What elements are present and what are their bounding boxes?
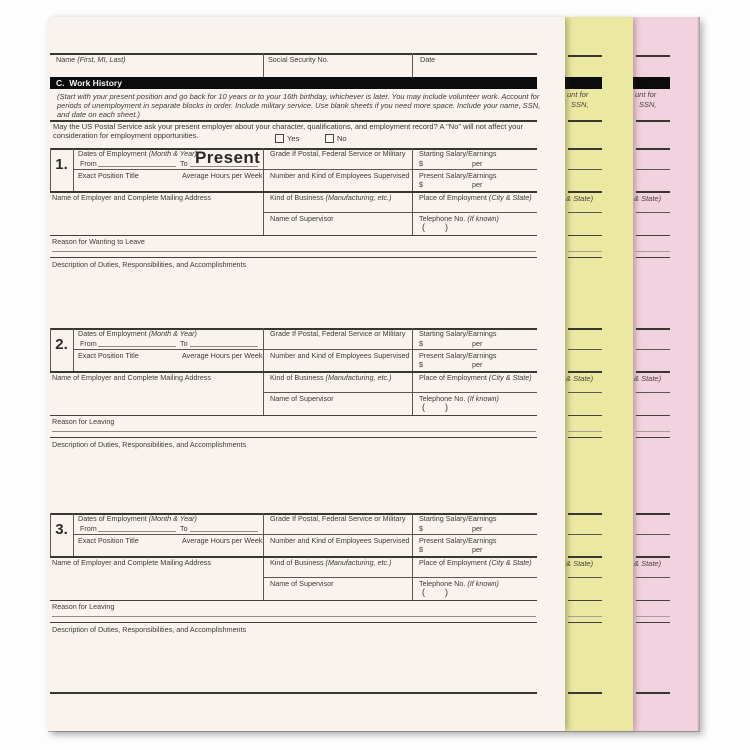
- dates-label-text: Dates of Employment: [78, 329, 147, 338]
- to-label: To: [180, 523, 188, 533]
- avg-hours-label: Average Hours per Week: [182, 170, 263, 180]
- copy-line-fragment: [636, 120, 670, 122]
- block-number: 1.: [55, 156, 68, 173]
- place-of-employment-label: [419, 194, 532, 202]
- present-text: Present: [195, 148, 261, 167]
- dollar-sign: $: [419, 158, 423, 168]
- copy-line-fragment: [636, 513, 670, 515]
- employer-question-line2: consideration for employment opportunities.: [53, 131, 199, 140]
- copy-line-fragment: [568, 622, 602, 623]
- from-write-line[interactable]: [98, 166, 176, 167]
- divider-line: [73, 169, 537, 170]
- copy-text-fragment: & State): [566, 559, 594, 568]
- yes-checkbox-label: Yes: [287, 134, 300, 143]
- yellow-copy-sheet: [565, 17, 633, 731]
- divider-line: [50, 622, 537, 623]
- name-label-hint: (First, MI, Last): [77, 55, 126, 64]
- instructions-line: (Start with your present position and go back for 10 years or to your 16th birthday, whichever is later. You may include volunteer work. Account for: [57, 92, 540, 101]
- present-salary-label: Present Salary/Earnings: [419, 535, 497, 545]
- employer-address-label: Name of Employer and Complete Mailing Address: [52, 557, 211, 567]
- place-label-hint: (City & State): [488, 192, 532, 202]
- divider-line: [263, 53, 264, 78]
- per-label: per: [472, 523, 483, 533]
- divider-line: [50, 437, 537, 438]
- section-title-bar: C. Work History: [50, 77, 537, 89]
- block-number: 2.: [55, 336, 68, 353]
- copy-text-fragment: & State): [634, 374, 662, 383]
- work-history-block-1: [50, 148, 537, 269]
- copy-line-fragment: [636, 392, 670, 393]
- per-label: per: [472, 338, 483, 348]
- business-label-text: Kind of Business: [270, 557, 324, 567]
- copy-line-fragment: [568, 415, 602, 416]
- copy-line-fragment: [636, 169, 670, 170]
- place-label-text: Place of Employment: [419, 557, 487, 567]
- copy-line-fragment: [636, 191, 670, 193]
- pink-copy-sheet: [633, 17, 700, 731]
- section-bar-fragment: [633, 77, 670, 89]
- reason-write-line[interactable]: [52, 431, 536, 432]
- dates-label-hint: (Month & Year): [148, 514, 197, 523]
- copy-text-fragment: & State): [566, 194, 594, 203]
- reason-write-line[interactable]: [52, 251, 536, 252]
- starting-salary-label: Starting Salary/Earnings: [419, 149, 497, 158]
- telephone-label-hint: (If known): [467, 578, 499, 588]
- reason-label: Reason for Leaving: [52, 602, 115, 611]
- place-of-employment-label: [419, 559, 532, 567]
- copy-line-fragment: [636, 577, 670, 578]
- copy-line-fragment: [636, 616, 670, 617]
- dates-of-employment-label: [78, 330, 197, 338]
- present-salary-label: Present Salary/Earnings: [419, 350, 497, 360]
- position-title-label: Exact Position Title: [78, 535, 139, 545]
- divider-line: [50, 235, 537, 236]
- telephone-label-text: Telephone No.: [419, 578, 466, 588]
- business-label-text: Kind of Business: [270, 372, 324, 382]
- copy-line-fragment: [568, 349, 602, 350]
- reason-label: Reason for Leaving: [52, 417, 115, 426]
- phone-area-code-parens[interactable]: ( ): [422, 221, 448, 232]
- carbonless-form-stack: [48, 17, 700, 731]
- copy-line-fragment: [636, 349, 670, 350]
- copy-line-fragment: [568, 437, 602, 438]
- section-bar-fragment: [565, 77, 602, 89]
- copy-line-fragment: [636, 371, 670, 373]
- copy-line-fragment: [568, 328, 602, 330]
- copy-line-fragment: [568, 692, 602, 694]
- copy-line-fragment: [568, 371, 602, 373]
- copy-line-fragment: [636, 431, 670, 432]
- divider-line: [50, 415, 537, 416]
- employees-supervised-label: Number and Kind of Employees Supervised: [270, 535, 410, 545]
- telephone-label-text: Telephone No.: [419, 213, 466, 223]
- employer-question-line1: May the US Postal Service ask your present employer about your character, qualifications, and employment record? A "No" will not affect your: [53, 122, 524, 131]
- copy-line-fragment: [636, 534, 670, 535]
- from-label: From: [80, 158, 97, 168]
- to-label: To: [180, 158, 188, 168]
- copy-line-fragment: [568, 169, 602, 170]
- copy-line-fragment: [568, 392, 602, 393]
- avg-hours-label: Average Hours per Week: [182, 535, 263, 545]
- position-title-label: Exact Position Title: [78, 170, 139, 180]
- no-checkbox-label: No: [337, 134, 347, 143]
- name-label-text: Name: [56, 55, 76, 64]
- copy-text-fragment: SSN,: [639, 100, 657, 109]
- reason-label: Reason for Wanting to Leave: [52, 237, 145, 246]
- avg-hours-label: Average Hours per Week: [182, 350, 263, 360]
- copy-line-fragment: [568, 431, 602, 432]
- dollar-sign: $: [419, 338, 423, 348]
- no-checkbox[interactable]: [325, 134, 334, 143]
- divider-line: [412, 53, 413, 78]
- copy-line-fragment: [568, 616, 602, 617]
- copy-line-fragment: [568, 148, 602, 150]
- telephone-label-text: Telephone No.: [419, 393, 466, 403]
- copy-line-fragment: [636, 235, 670, 236]
- place-label-text: Place of Employment: [419, 372, 487, 382]
- dollar-sign: $: [419, 180, 423, 189]
- dates-label-text: Dates of Employment: [78, 514, 147, 523]
- dates-label-hint: (Month & Year): [148, 329, 197, 338]
- telephone-label-hint: (If known): [467, 393, 499, 403]
- dollar-sign: $: [419, 360, 423, 369]
- grade-label: Grade If Postal, Federal Service or Military: [270, 149, 406, 158]
- from-write-line[interactable]: [98, 531, 176, 532]
- employees-supervised-label: Number and Kind of Employees Supervised: [270, 350, 410, 360]
- copy-text-fragment: SSN,: [571, 100, 589, 109]
- kind-of-business-label: [270, 194, 391, 202]
- employer-address-label: Name of Employer and Complete Mailing Address: [52, 192, 211, 202]
- divider-line: [50, 257, 537, 258]
- business-label-hint: (Manufacturing, etc.): [325, 192, 392, 202]
- from-label: From: [80, 338, 97, 348]
- copy-line-fragment: [636, 328, 670, 330]
- copy-text-fragment: & State): [634, 194, 662, 203]
- per-label: per: [472, 545, 483, 554]
- kind-of-business-label: [270, 559, 391, 567]
- copy-line-fragment: [636, 415, 670, 416]
- employer-address-label: Name of Employer and Complete Mailing Address: [52, 372, 211, 382]
- copy-line-fragment: [636, 212, 670, 213]
- copy-line-fragment: [568, 534, 602, 535]
- to-write-line[interactable]: [190, 531, 258, 532]
- grade-label: Grade If Postal, Federal Service or Military: [270, 514, 406, 523]
- copy-line-fragment: [568, 577, 602, 578]
- grade-label: Grade If Postal, Federal Service or Military: [270, 329, 406, 338]
- copy-text-fragment: unt for: [567, 90, 589, 99]
- work-history-block-3: [50, 513, 537, 634]
- supervisor-label: Name of Supervisor: [270, 578, 334, 588]
- business-label-hint: (Manufacturing, etc.): [325, 557, 392, 567]
- to-write-line[interactable]: [190, 346, 258, 347]
- description-label: Description of Duties, Responsibilities, and Accomplishments: [52, 439, 247, 449]
- copy-line-fragment: [568, 513, 602, 515]
- copy-line-fragment: [568, 191, 602, 193]
- from-write-line[interactable]: [98, 346, 176, 347]
- copy-text-fragment: & State): [634, 559, 662, 568]
- copy-line-fragment: [568, 251, 602, 252]
- copy-line-fragment: [636, 437, 670, 438]
- copy-line-fragment: [568, 212, 602, 213]
- copy-line-fragment: [568, 257, 602, 258]
- work-history-block-2: [50, 328, 537, 449]
- description-label: Description of Duties, Responsibilities, and Accomplishments: [52, 624, 247, 634]
- per-label: per: [472, 360, 483, 369]
- copy-line-fragment: [636, 257, 670, 258]
- phone-area-code-parens[interactable]: ( ): [422, 586, 448, 597]
- block-number: 3.: [55, 521, 68, 538]
- phone-area-code-parens[interactable]: ( ): [422, 401, 448, 412]
- present-salary-label: Present Salary/Earnings: [419, 170, 497, 180]
- copy-line-fragment: [636, 556, 670, 558]
- application-form-page: [48, 17, 565, 731]
- position-title-label: Exact Position Title: [78, 350, 139, 360]
- ssn-label: Social Security No.: [268, 55, 329, 64]
- copy-line-fragment: [568, 556, 602, 558]
- date-label: Date: [420, 55, 436, 64]
- divider-line: [50, 692, 537, 694]
- place-label-hint: (City & State): [488, 557, 532, 567]
- per-label: per: [472, 158, 483, 168]
- dollar-sign: $: [419, 545, 423, 554]
- copy-line-fragment: [636, 251, 670, 252]
- per-label: per: [472, 180, 483, 189]
- copy-line-fragment: [568, 235, 602, 236]
- copy-text-fragment: & State): [566, 374, 594, 383]
- business-label-hint: (Manufacturing, etc.): [325, 372, 392, 382]
- name-label: [56, 56, 126, 64]
- dates-of-employment-label: [78, 150, 197, 158]
- dollar-sign: $: [419, 523, 423, 533]
- dates-label-text: Dates of Employment: [78, 149, 147, 158]
- divider-line: [73, 534, 537, 535]
- from-label: From: [80, 523, 97, 533]
- supervisor-label: Name of Supervisor: [270, 393, 334, 403]
- copy-line-fragment: [568, 120, 602, 122]
- instructions-line: periods of unemployment in separate blocks in order. Include military service. Use blank sheets if you need more space. Include your name, SSN,: [57, 101, 541, 110]
- copy-line-fragment: [568, 55, 602, 57]
- employees-supervised-label: Number and Kind of Employees Supervised: [270, 170, 410, 180]
- reason-write-line[interactable]: [52, 616, 536, 617]
- place-of-employment-label: [419, 374, 532, 382]
- divider-line: [73, 349, 537, 350]
- dates-of-employment-label: [78, 515, 197, 523]
- starting-salary-label: Starting Salary/Earnings: [419, 329, 497, 338]
- business-label-text: Kind of Business: [270, 192, 324, 202]
- yes-checkbox[interactable]: [275, 134, 284, 143]
- divider-line: [50, 600, 537, 601]
- kind-of-business-label: [270, 374, 391, 382]
- telephone-label-hint: (If known): [467, 213, 499, 223]
- to-label: To: [180, 338, 188, 348]
- copy-line-fragment: [636, 55, 670, 57]
- copy-line-fragment: [636, 148, 670, 150]
- copy-text-fragment: unt for: [635, 90, 657, 99]
- supervisor-label: Name of Supervisor: [270, 213, 334, 223]
- starting-salary-label: Starting Salary/Earnings: [419, 514, 497, 523]
- place-label-hint: (City & State): [488, 372, 532, 382]
- copy-line-fragment: [568, 600, 602, 601]
- instructions-line: and date on each sheet.): [57, 110, 140, 119]
- dates-label-hint: (Month & Year): [148, 149, 197, 158]
- copy-line-fragment: [636, 692, 670, 694]
- copy-line-fragment: [636, 622, 670, 623]
- copy-line-fragment: [636, 600, 670, 601]
- description-label: Description of Duties, Responsibilities, and Accomplishments: [52, 259, 247, 269]
- place-label-text: Place of Employment: [419, 192, 487, 202]
